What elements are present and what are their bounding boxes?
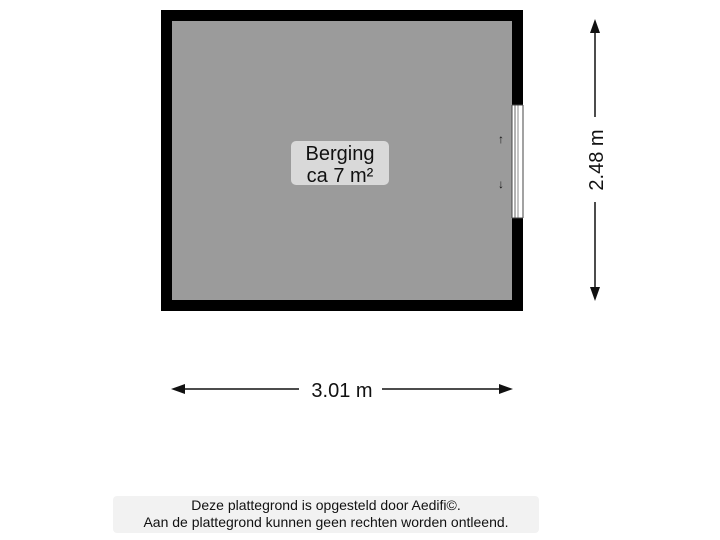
room-area: ca 7 m²	[306, 165, 374, 187]
height-dimension-label: 2.48 m	[586, 129, 608, 191]
room-name: Berging	[305, 143, 375, 165]
disclaimer-line-1: Deze plattegrond is opgesteld door Aedifi©.	[191, 497, 461, 513]
window	[512, 105, 523, 218]
window-arrow-down-icon: ↓	[498, 177, 504, 191]
width-dimension-label: 3.01 m	[311, 380, 373, 402]
disclaimer-line-2: Aan de plattegrond kunnen geen rechten worden ontleend.	[143, 514, 509, 530]
window-arrow-up-icon: ↑	[498, 132, 504, 146]
disclaimer-footer	[113, 496, 539, 533]
